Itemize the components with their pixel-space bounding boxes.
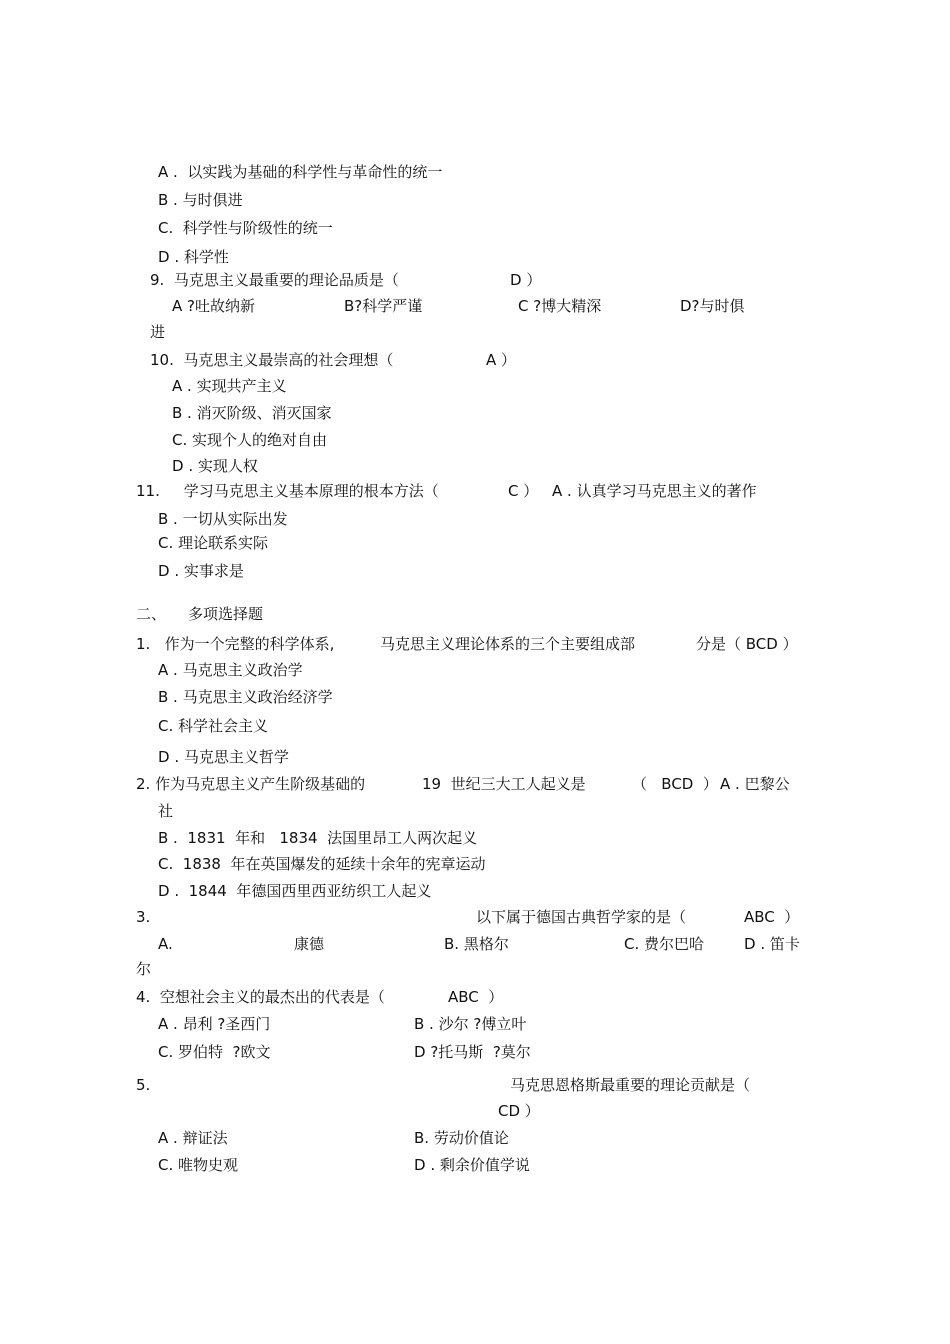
m5-answer: CD ）	[498, 1102, 540, 1120]
q11-option-d: D . 实事求是	[158, 562, 244, 580]
m2-option-b: B . 1831 年和 1834 法国里昂工人两次起义	[158, 829, 478, 847]
q8-option-a: A . 以实践为基础的科学性与革命性的统一	[158, 163, 443, 181]
m3-option-a: A.	[158, 935, 173, 953]
q10-stem: 10. 马克思主义最崇高的社会理想（	[150, 351, 394, 369]
q10-option-d: D . 实现人权	[172, 457, 258, 475]
q8-option-d: D . 科学性	[158, 248, 229, 266]
m5-option-d: D . 剩余价值学说	[414, 1156, 530, 1174]
q11-option-b: B . 一切从实际出发	[158, 510, 288, 528]
section-title: 多项选择题	[188, 605, 264, 623]
m3-stem: 以下属于德国古典哲学家的是（	[476, 908, 687, 926]
m3-answer: ABC ）	[744, 908, 800, 926]
m2-stem: 2. 作为马克思主义产生阶级基础的	[136, 775, 366, 793]
m2-option-a: A . 巴黎公	[720, 775, 790, 793]
m3-option-c: C. 费尔巴哈	[624, 935, 705, 953]
m5-stem: 马克思恩格斯最重要的理论贡献是（	[510, 1076, 751, 1094]
m2-answer: （ BCD ）	[632, 775, 718, 793]
m5-option-b: B. 劳动价值论	[414, 1129, 509, 1147]
m2-option-c: C. 1838 年在英国爆发的延续十余年的宪章运动	[158, 855, 486, 873]
m1-option-c: C. 科学社会主义	[158, 717, 269, 735]
m3-option-d: D . 笛卡	[744, 935, 800, 953]
section-number: 二、	[136, 605, 167, 623]
m1-stem-part2: 马克思主义理论体系的三个主要组成部	[380, 635, 636, 653]
m5-number: 5.	[136, 1076, 151, 1094]
q9-option-a: A ?吐故纳新	[172, 297, 255, 315]
q11-answer: C ）	[508, 482, 539, 500]
q9-option-c: C ?博大精深	[518, 297, 602, 315]
m3-option-a-name: 康德	[294, 935, 325, 953]
q9-option-b: B?科学严谨	[344, 297, 423, 315]
q8-option-c: C. 科学性与阶级性的统一	[158, 219, 333, 237]
m2-option-d: D . 1844 年德国西里西亚纺织工人起义	[158, 882, 432, 900]
q10-option-c: C. 实现个人的绝对自由	[172, 431, 328, 449]
m2-option-a-continued: 社	[158, 802, 174, 820]
q9-option-d: D?与时俱	[680, 297, 745, 315]
q9-stem: 9. 马克思主义最重要的理论品质是（	[150, 271, 399, 289]
m5-option-c: C. 唯物史观	[158, 1156, 239, 1174]
q10-option-a: A . 实现共产主义	[172, 377, 287, 395]
m1-option-d: D . 马克思主义哲学	[158, 748, 289, 766]
q11-stem: 11. 学习马克思主义基本原理的根本方法（	[136, 482, 439, 500]
q8-option-b: B . 与时俱进	[158, 191, 243, 209]
q10-answer: A ）	[486, 351, 517, 369]
m4-option-b: B . 沙尔 ?傅立叶	[414, 1015, 527, 1033]
m4-option-c: C. 罗伯特 ?欧文	[158, 1043, 271, 1061]
m4-stem: 4. 空想社会主义的最杰出的代表是（	[136, 988, 385, 1006]
q9-option-d-continued: 进	[150, 323, 166, 341]
q11-option-a: A . 认真学习马克思主义的著作	[552, 482, 757, 500]
m2-stem-part2: 19 世纪三大工人起义是	[422, 775, 586, 793]
q10-option-b: B . 消灭阶级、消灭国家	[172, 404, 332, 422]
m1-option-b: B . 马克思主义政治经济学	[158, 688, 333, 706]
m3-option-b: B. 黑格尔	[444, 935, 509, 953]
m4-answer: ABC ）	[448, 988, 504, 1006]
q11-option-c: C. 理论联系实际	[158, 534, 269, 552]
m3-option-d-continued: 尔	[136, 960, 152, 978]
q9-answer: D ）	[510, 271, 542, 289]
m1-option-a: A . 马克思主义政治学	[158, 661, 303, 679]
m1-stem-part3: 分是（ BCD ）	[696, 635, 798, 653]
m4-option-a: A . 昂利 ?圣西门	[158, 1015, 271, 1033]
m3-number: 3.	[136, 908, 151, 926]
m4-option-d: D ?托马斯 ?莫尔	[414, 1043, 531, 1061]
m5-option-a: A . 辩证法	[158, 1129, 228, 1147]
m1-stem: 1. 作为一个完整的科学体系,	[136, 635, 335, 653]
